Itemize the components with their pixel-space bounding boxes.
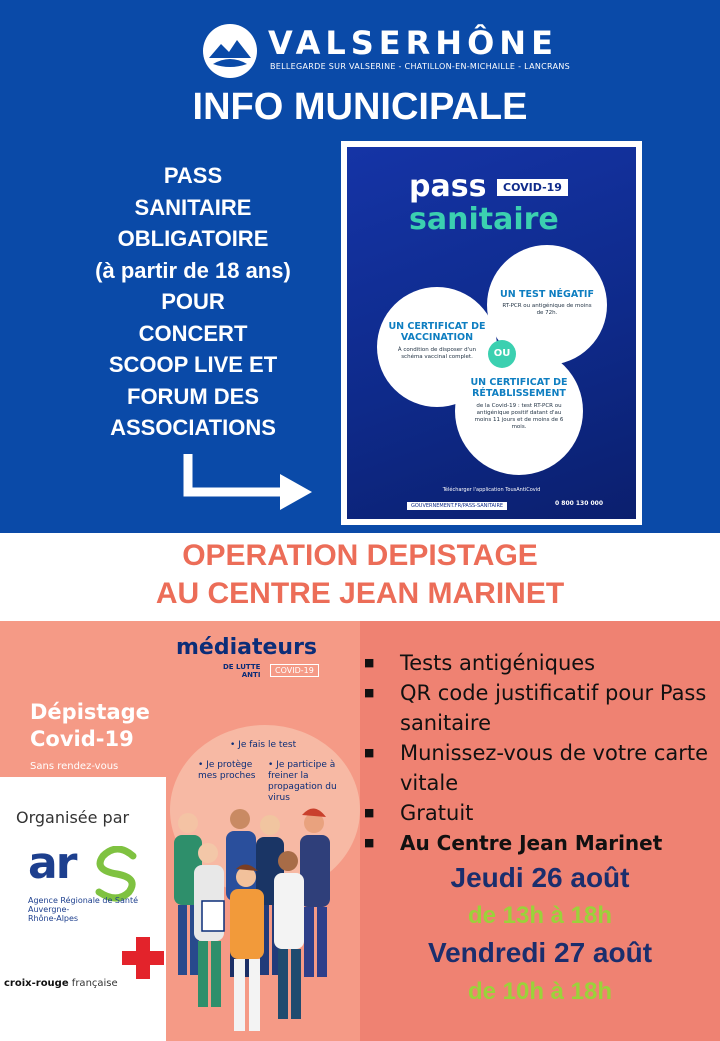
- red-cross-icon: [122, 937, 164, 979]
- pass-line: PASS: [163, 163, 223, 188]
- croix-rouge-bold: croix-rouge: [4, 978, 69, 989]
- pass-line: FORUM DES: [127, 383, 259, 409]
- pass-line: POUR: [161, 289, 225, 314]
- brand-subtitle: BELLEGARDE SUR VALSERINE - CHATILLON-EN-MICHAILLE - LANCRANS: [270, 62, 570, 71]
- gouv-link: GOUVERNEMENT.FR/PASS-SANITAIRE: [407, 502, 507, 510]
- date-time2: de 10h à 18h: [467, 978, 613, 1005]
- pass-line: ASSOCIATIONS: [110, 415, 276, 440]
- list-item: ■ Munissez-vous de votre carte vitale: [364, 738, 714, 798]
- ars-logo-icon: [93, 846, 141, 902]
- arrow-right-icon: [180, 450, 320, 520]
- list-item: ■ Tests antigéniques: [364, 648, 714, 678]
- bubble-text-2: • Je protège mes proches: [198, 760, 256, 781]
- depistage-title: [30, 699, 150, 753]
- test-text: RT-PCR ou antigénique de moins de 72h.: [502, 303, 592, 316]
- bubble-text-3: • Je participe à freiner la propagation du virus: [268, 760, 337, 803]
- croix-rouge-rest: française: [68, 978, 118, 989]
- mediateurs-title: médiateurs: [176, 635, 318, 660]
- date-time1: de 13h à 18h: [467, 902, 613, 929]
- pass-line: SCOOP LIVE ET: [108, 352, 278, 377]
- croix-rouge-label: [4, 978, 118, 989]
- ars-subtitle: [28, 896, 138, 923]
- ars-logo-text: ar: [28, 838, 76, 889]
- operation-line1: OPERATION DEPISTAGE: [182, 539, 538, 572]
- list-item: ■ Au Centre Jean Marinet: [364, 828, 714, 858]
- ars-sub-3: Rhône-Alpes: [28, 914, 79, 923]
- vaccination-text: À condition de disposer d'un schéma vaccinal complet.: [397, 347, 477, 360]
- retablissement-circle: [455, 347, 583, 475]
- operation-line2: AU CENTRE JEAN MARINET: [155, 577, 565, 610]
- list-item: ■ Gratuit: [364, 798, 714, 828]
- operation-title: [0, 533, 720, 625]
- phone-number: 0 800 130 000: [555, 500, 604, 507]
- pass-line: OBLIGATOIRE: [117, 226, 269, 251]
- pass-line: (à partir de 18 ans): [95, 257, 291, 283]
- valserhone-logo-icon: [203, 24, 257, 78]
- depistage-line1: Dépistage: [30, 700, 150, 724]
- retablissement-text: de la Covid-19 : test RT-PCR ou antigénique positif datant d'au moins 11 jours et de moins de 6 mois.: [474, 403, 564, 430]
- poster-covid-badge: COVID-19: [497, 179, 568, 196]
- bubble-text-1: • Je fais le test: [230, 740, 297, 750]
- depistage-line2: Covid-19: [30, 727, 134, 751]
- anti-label: ANTI: [241, 671, 261, 679]
- date-day1: Jeudi 26 août: [450, 862, 630, 893]
- mediateurs-covid-badge: COVID-19: [270, 664, 319, 677]
- poster-sanitaire: sanitaire: [409, 202, 559, 237]
- pass-announcement: [70, 160, 316, 444]
- ou-badge: OU: [488, 340, 516, 368]
- sans-rdv-label: Sans rendez-vous: [30, 761, 119, 772]
- pass-sanitaire-poster: [341, 141, 642, 525]
- pass-line: CONCERT: [138, 320, 248, 346]
- download-text: Télécharger l'application TousAntiCovid: [442, 487, 541, 493]
- lutte-anti-label: [223, 663, 260, 679]
- page-title: INFO MUNICIPALE: [192, 86, 528, 128]
- people-illustration: [166, 805, 360, 1041]
- poster-pass: pass: [409, 169, 487, 204]
- brand-name: VALSERHÔNE: [268, 24, 558, 62]
- ars-sub-2: Auvergne-: [28, 905, 70, 914]
- pass-line: SANITAIRE: [134, 194, 252, 220]
- test-title: UN TEST NÉGATIF: [500, 289, 594, 300]
- organiser-label: Organisée par: [16, 808, 130, 827]
- info-list: [364, 648, 714, 858]
- vaccination-title: UN CERTIFICAT DE VACCINATION: [388, 321, 486, 343]
- list-item: ■ QR code justificatif pour Pass sanitaire: [364, 678, 714, 738]
- date-day2: Vendredi 27 août: [427, 937, 653, 968]
- lutte-label: DE LUTTE: [223, 663, 261, 671]
- retablissement-title: UN CERTIFICAT DE RÉTABLISSEMENT: [470, 377, 568, 399]
- ars-sub-1: Agence Régionale de Santé: [28, 896, 139, 905]
